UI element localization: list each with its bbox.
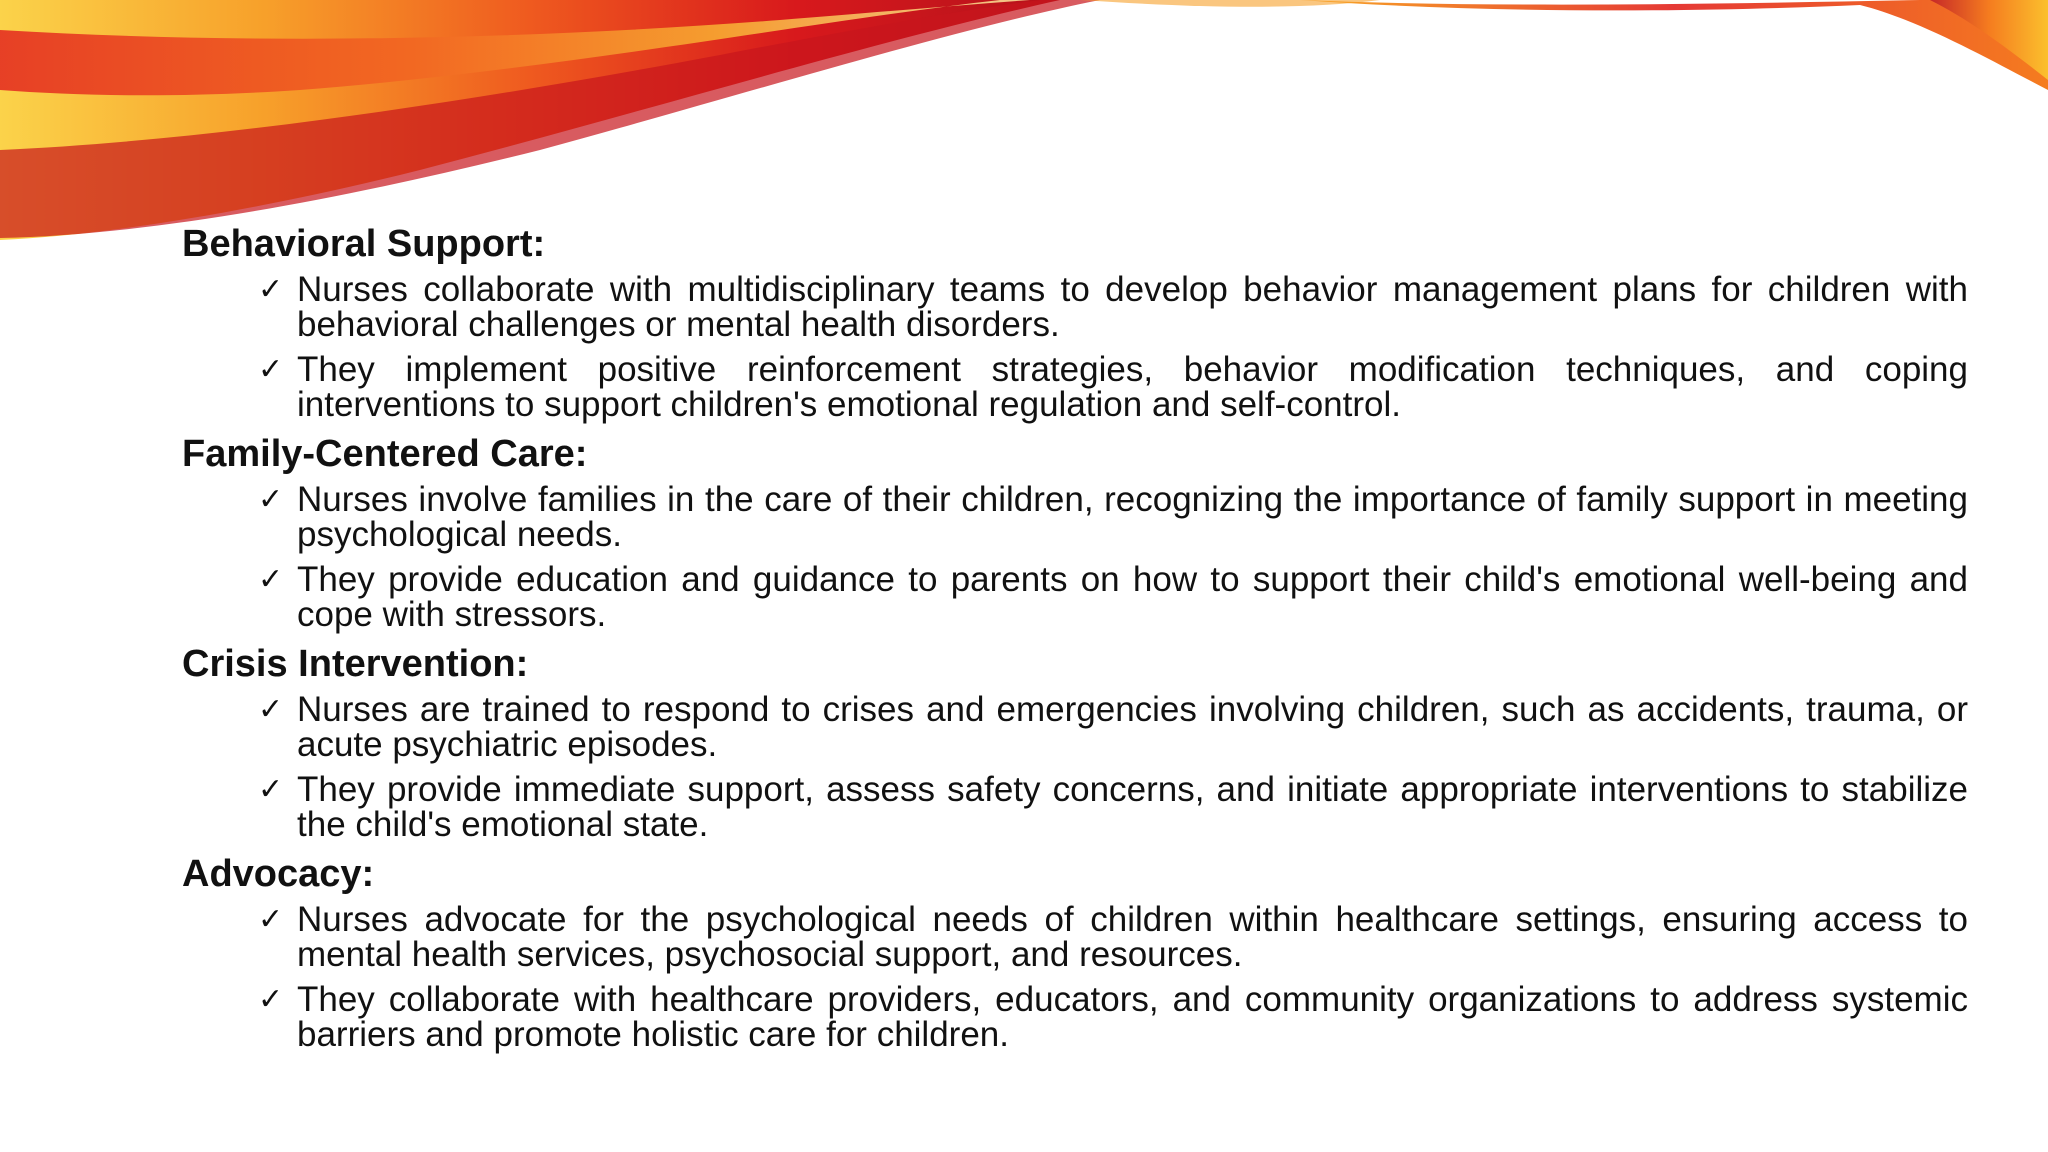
checkmark-icon: ✓ bbox=[258, 983, 284, 1016]
section-heading: Family-Centered Care: bbox=[182, 433, 588, 475]
bullet-text: They collaborate with healthcare providers, educators, and community organizations to address systemic barriers and promote holistic care for children. bbox=[297, 980, 1968, 1054]
swoosh-band-top-thin bbox=[1080, 0, 1380, 7]
bullet-item bbox=[182, 772, 1968, 842]
checkmark-icon: ✓ bbox=[258, 483, 284, 516]
decorative-swoosh-banner bbox=[0, 0, 2048, 260]
section-heading: Behavioral Support: bbox=[182, 223, 546, 265]
bullet-item bbox=[182, 482, 1968, 552]
bullet-item bbox=[182, 692, 1968, 762]
section-heading: Advocacy: bbox=[182, 853, 375, 895]
checkmark-icon: ✓ bbox=[258, 693, 284, 726]
section-advocacy bbox=[182, 852, 1968, 1052]
bullet-text: They implement positive reinforcement strategies, behavior modification techniques, and coping interventions to support children's emotional regulation and self-control. bbox=[297, 350, 1968, 424]
section-family-centered-care bbox=[182, 432, 1968, 632]
section-crisis-intervention bbox=[182, 642, 1968, 842]
slide-content bbox=[182, 222, 1968, 1062]
swoosh-band-right bbox=[1300, 0, 2048, 90]
bullet-text: Nurses collaborate with multidisciplinary teams to develop behavior management plans for children with behavioral challenges or mental health disorders. bbox=[297, 270, 1968, 344]
section-heading: Crisis Intervention: bbox=[182, 643, 529, 685]
checkmark-icon: ✓ bbox=[258, 773, 284, 806]
bullet-item bbox=[182, 272, 1968, 342]
checkmark-icon: ✓ bbox=[258, 903, 284, 936]
bullet-item bbox=[182, 902, 1968, 972]
bullet-list bbox=[182, 902, 1968, 1052]
checkmark-icon: ✓ bbox=[258, 353, 284, 386]
bullet-list bbox=[182, 692, 1968, 842]
bullet-item bbox=[182, 562, 1968, 632]
bullet-item bbox=[182, 982, 1968, 1052]
checkmark-icon: ✓ bbox=[258, 563, 284, 596]
bullet-text: They provide education and guidance to parents on how to support their child's emotional well-being and cope with stressors. bbox=[297, 560, 1968, 634]
bullet-text: Nurses advocate for the psychological needs of children within healthcare settings, ensuring access to mental health services, psychosocial support, and resources. bbox=[297, 900, 1968, 974]
section-behavioral-support bbox=[182, 222, 1968, 422]
bullet-text: Nurses involve families in the care of their children, recognizing the importance of family support in meeting psychological needs. bbox=[297, 480, 1968, 554]
bullet-list bbox=[182, 482, 1968, 632]
bullet-item bbox=[182, 352, 1968, 422]
checkmark-icon: ✓ bbox=[258, 273, 284, 306]
bullet-list bbox=[182, 272, 1968, 422]
bullet-text: They provide immediate support, assess safety concerns, and initiate appropriate interventions to stabilize the child's emotional state. bbox=[297, 770, 1968, 844]
bullet-text: Nurses are trained to respond to crises and emergencies involving children, such as accidents, trauma, or acute psychiatric episodes. bbox=[297, 690, 1968, 764]
